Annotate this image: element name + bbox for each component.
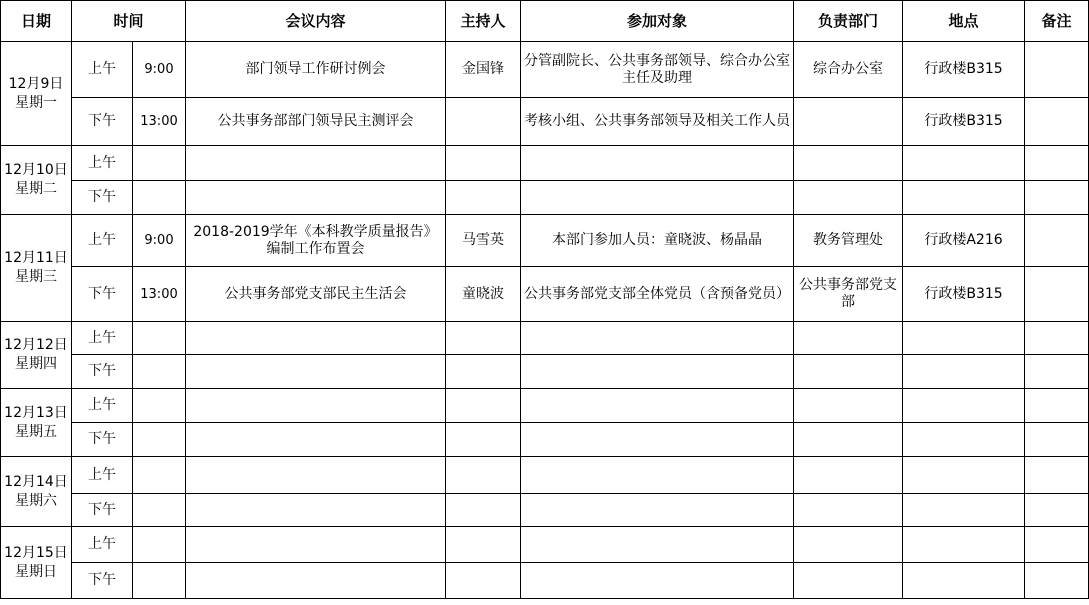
date-cell [1,322,72,389]
notes-cell [1025,494,1089,527]
header-row [1,1,1089,42]
attendees-cell [521,322,794,355]
host-cell: 马雪英 [446,215,521,267]
time-cell [133,527,186,563]
attendees-cell [521,457,794,494]
host-cell [446,423,521,457]
attendees-cell: 分管副院长、公共事务部领导、综合办公室主任及助理 [521,42,794,98]
notes-cell [1025,457,1089,494]
content-cell: 2018-2019学年《本科教学质量报告》编制工作布置会 [186,215,446,267]
host-cell [446,181,521,215]
dept-cell [794,494,903,527]
content-cell: 公共事务部党支部民主生活会 [186,267,446,322]
period-cell: 下午 [72,267,133,322]
notes-cell [1025,322,1089,355]
period-cell: 下午 [72,355,133,389]
location-cell: 行政楼B315 [903,98,1025,146]
table-row [1,494,1089,527]
table-row [1,267,1089,322]
time-cell [133,494,186,527]
time-cell [133,322,186,355]
attendees-cell: 考核小组、公共事务部领导及相关工作人员 [521,98,794,146]
header-host: 主持人 [446,1,521,42]
location-cell [903,423,1025,457]
weekday-label: 星期一 [15,94,57,111]
content-cell [186,494,446,527]
date-label: 12月12日 [4,337,68,353]
host-cell: 童晓波 [446,267,521,322]
attendees-cell: 本部门参加人员：童晓波、杨晶晶 [521,215,794,267]
period-cell: 上午 [72,527,133,563]
attendees-cell [521,389,794,423]
time-cell [133,181,186,215]
content-cell [186,146,446,181]
weekday-label: 星期二 [15,181,57,197]
weekday-label: 星期三 [15,269,57,285]
notes-cell [1025,98,1089,146]
time-cell [133,563,186,599]
content-cell [186,181,446,215]
weekday-label: 星期四 [15,356,57,372]
time-cell [133,423,186,457]
attendees-cell [521,494,794,527]
date-label: 12月10日 [4,162,68,178]
location-cell [903,146,1025,181]
date-label: 12月11日 [4,250,68,266]
notes-cell [1025,267,1089,322]
date-label: 12月14日 [4,473,68,490]
content-cell [186,355,446,389]
header-attendees: 参加对象 [521,1,794,42]
table-row [1,146,1089,181]
date-label: 12月9日 [8,75,64,92]
notes-cell [1025,146,1089,181]
attendees-cell [521,563,794,599]
location-cell: 行政楼A216 [903,215,1025,267]
attendees-cell [521,355,794,389]
location-cell [903,527,1025,563]
attendees-cell [521,146,794,181]
attendees-cell [521,527,794,563]
header-content: 会议内容 [186,1,446,42]
dept-cell [794,355,903,389]
schedule-body [1,42,1089,599]
host-cell [446,98,521,146]
attendees-cell [521,423,794,457]
weekday-label: 星期日 [15,563,57,580]
host-cell [446,355,521,389]
table-row [1,563,1089,599]
host-cell [446,146,521,181]
time-cell [133,389,186,423]
content-cell [186,423,446,457]
host-cell [446,527,521,563]
dept-cell [794,146,903,181]
host-cell [446,322,521,355]
date-label: 12月15日 [4,544,68,561]
host-cell [446,563,521,599]
location-cell [903,563,1025,599]
time-cell: 9:00 [133,215,186,267]
table-row [1,215,1089,267]
notes-cell [1025,181,1089,215]
table-row [1,527,1089,563]
table-row [1,42,1089,98]
dept-cell [794,322,903,355]
time-cell [133,146,186,181]
period-cell: 下午 [72,98,133,146]
notes-cell [1025,389,1089,423]
dept-cell: 教务管理处 [794,215,903,267]
notes-cell [1025,527,1089,563]
location-cell [903,355,1025,389]
time-cell: 13:00 [133,267,186,322]
notes-cell [1025,563,1089,599]
period-cell: 下午 [72,181,133,215]
dept-cell [794,389,903,423]
header-time: 时间 [72,1,186,42]
content-cell [186,527,446,563]
date-label: 12月13日 [4,404,68,421]
period-cell: 上午 [72,215,133,267]
notes-cell [1025,215,1089,267]
content-cell [186,389,446,423]
host-cell: 金国锋 [446,42,521,98]
dept-cell [794,423,903,457]
date-cell [1,389,72,457]
period-cell: 上午 [72,389,133,423]
host-cell [446,494,521,527]
content-cell: 公共事务部部门领导民主测评会 [186,98,446,146]
attendees-cell [521,181,794,215]
period-cell: 下午 [72,494,133,527]
table-row [1,98,1089,146]
period-cell: 上午 [72,457,133,494]
location-cell [903,181,1025,215]
content-cell [186,563,446,599]
period-cell: 上午 [72,146,133,181]
period-cell: 下午 [72,563,133,599]
content-cell: 部门领导工作研讨例会 [186,42,446,98]
header-location: 地点 [903,1,1025,42]
date-cell [1,527,72,599]
period-cell: 上午 [72,42,133,98]
notes-cell [1025,423,1089,457]
notes-cell [1025,42,1089,98]
header-date: 日期 [1,1,72,42]
dept-cell: 综合办公室 [794,42,903,98]
period-cell: 上午 [72,322,133,355]
host-cell [446,389,521,423]
location-cell: 行政楼B315 [903,42,1025,98]
dept-cell [794,457,903,494]
table-row [1,322,1089,355]
date-cell [1,42,72,146]
dept-cell [794,563,903,599]
table-row [1,181,1089,215]
content-cell [186,457,446,494]
dept-cell: 公共事务部党支部 [794,267,903,322]
notes-cell [1025,355,1089,389]
location-cell [903,457,1025,494]
header-notes: 备注 [1025,1,1089,42]
date-cell [1,146,72,215]
time-cell [133,355,186,389]
period-cell: 下午 [72,423,133,457]
weekday-label: 星期五 [15,423,57,440]
date-cell [1,215,72,322]
content-cell [186,322,446,355]
dept-cell [794,527,903,563]
table-row [1,355,1089,389]
table-row [1,423,1089,457]
location-cell [903,322,1025,355]
time-cell: 9:00 [133,42,186,98]
location-cell [903,389,1025,423]
location-cell [903,494,1025,527]
table-row [1,389,1089,423]
date-cell [1,457,72,527]
table-row [1,457,1089,494]
dept-cell [794,181,903,215]
weekday-label: 星期六 [15,492,57,509]
header-dept: 负责部门 [794,1,903,42]
dept-cell [794,98,903,146]
time-cell: 13:00 [133,98,186,146]
location-cell: 行政楼B315 [903,267,1025,322]
attendees-cell: 公共事务部党支部全体党员（含预备党员） [521,267,794,322]
time-cell [133,457,186,494]
host-cell [446,457,521,494]
